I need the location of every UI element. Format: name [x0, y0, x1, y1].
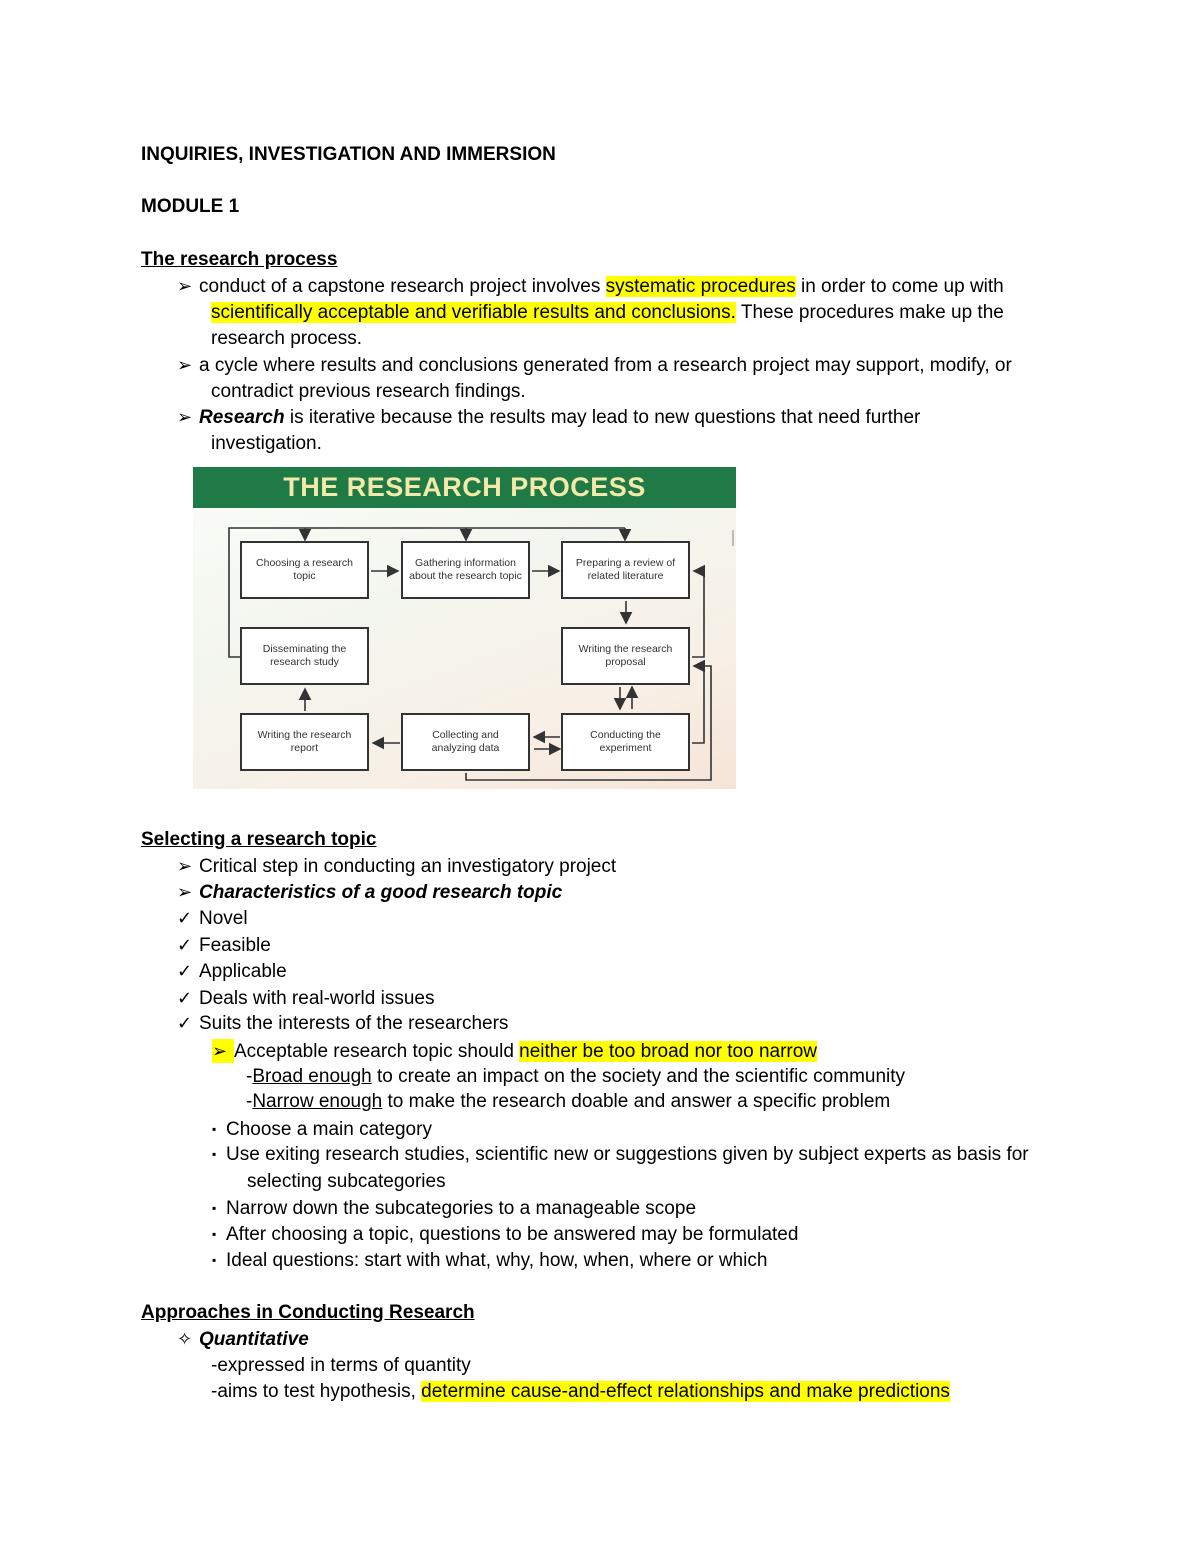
square-item-continuation: selecting subcategories [247, 1171, 446, 1192]
bullet-cycle-line2: contradict previous research findings. [211, 381, 526, 402]
arrow-bullet-icon: ➢ [177, 856, 193, 876]
step-writing-proposal: Writing the research proposal [561, 627, 690, 685]
arrow-bullet-icon: ➢ [177, 276, 193, 296]
step-collecting-data: Collecting and analyzing data [401, 713, 530, 771]
quantitative-line2: -aims to test hypothesis, determine cause-and-effect relationships and make predictions [211, 1381, 950, 1402]
arrow-bullet-icon: ➢ [212, 1039, 234, 1063]
highlight-cause-effect: determine cause-and-effect relationships and make predictions [421, 1381, 950, 1402]
step-review-literature: Preparing a review of related literature [561, 541, 690, 599]
section-heading-selecting-topic: Selecting a research topic [141, 829, 377, 850]
square-item: ▪ Use exiting research studies, scientific new or suggestions given by subject experts as basis for [212, 1144, 1029, 1165]
document-title: INQUIRIES, INVESTIGATION AND IMMERSION [141, 144, 556, 165]
square-bullet-icon: ▪ [212, 1201, 217, 1215]
check-item: ✓ Suits the interests of the researchers [177, 1013, 509, 1034]
check-icon: ✓ [177, 935, 193, 955]
check-icon: ✓ [177, 961, 193, 981]
section-heading-research-process: The research process [141, 249, 338, 270]
arrow-bullet-icon: ➢ [177, 882, 193, 902]
check-icon: ✓ [177, 908, 193, 928]
square-item: ▪ Narrow down the subcategories to a manageable scope [212, 1198, 697, 1219]
check-icon: ✓ [177, 988, 193, 1008]
bullet-iterative: ➢ Research is iterative because the results may lead to new questions that need further [177, 407, 921, 428]
quantitative-line1: -expressed in terms of quantity [211, 1355, 471, 1376]
bullet-conduct-line3: research process. [211, 328, 363, 349]
highlight-systematic-procedures: systematic procedures [605, 276, 796, 297]
arrow-bullet-icon: ➢ [177, 355, 193, 375]
step-conducting-experiment: Conducting the experiment [561, 713, 690, 771]
step-disseminating: Disseminating the research study [240, 627, 369, 685]
step-gathering-information: Gathering information about the research topic [401, 541, 530, 599]
arrow-bullet-icon: ➢ [177, 407, 193, 427]
bullet-conduct-line2: scientifically acceptable and verifiable results and conclusions. These procedures make up the [211, 302, 1004, 323]
check-item: ✓ Deals with real-world issues [177, 988, 435, 1009]
module-label: MODULE 1 [141, 196, 240, 217]
step-writing-report: Writing the research report [240, 713, 369, 771]
square-item: ▪ After choosing a topic, questions to be answered may be formulated [212, 1224, 799, 1245]
square-bullet-icon: ▪ [212, 1227, 217, 1241]
bullet-quantitative: ✧ Quantitative [177, 1329, 309, 1350]
step-choosing-topic: Choosing a research topic [240, 541, 369, 599]
bullet-characteristics: ➢ Characteristics of a good research topic [177, 882, 563, 903]
square-item: ▪ Choose a main category [212, 1119, 432, 1140]
bullet-conduct: ➢ conduct of a capstone research project involves systematic procedures in order to come up with [177, 276, 1004, 297]
check-item: ✓ Applicable [177, 961, 287, 982]
check-item: ✓ Feasible [177, 935, 271, 956]
section-heading-approaches: Approaches in Conducting Research [141, 1302, 475, 1323]
check-item: ✓ Novel [177, 908, 248, 929]
line-broad-enough: -Broad enough to create an impact on the society and the scientific community [246, 1066, 906, 1087]
highlight-scientifically-acceptable: scientifically acceptable and verifiable results and conclusions. [211, 302, 736, 323]
figure-banner: THE RESEARCH PROCESS [193, 467, 736, 508]
highlight-neither-broad-narrow: neither be too broad nor too narrow [519, 1041, 818, 1062]
check-icon: ✓ [177, 1013, 193, 1033]
square-item: ▪ Ideal questions: start with what, why, how, when, where or which [212, 1250, 768, 1271]
diamond-bullet-icon: ✧ [177, 1329, 193, 1349]
bullet-critical-step: ➢ Critical step in conducting an investigatory project [177, 856, 617, 877]
bullet-iterative-line2: investigation. [211, 433, 322, 454]
square-bullet-icon: ▪ [212, 1147, 217, 1161]
bullet-cycle: ➢ a cycle where results and conclusions generated from a research project may support, modify, or [177, 355, 1012, 376]
line-narrow-enough: -Narrow enough to make the research doable and answer a specific problem [246, 1091, 891, 1112]
square-bullet-icon: ▪ [212, 1122, 217, 1136]
research-process-figure [193, 467, 736, 789]
bullet-acceptable-topic: ➢ Acceptable research topic should neither be too broad nor too narrow [212, 1041, 818, 1062]
square-bullet-icon: ▪ [212, 1253, 217, 1267]
